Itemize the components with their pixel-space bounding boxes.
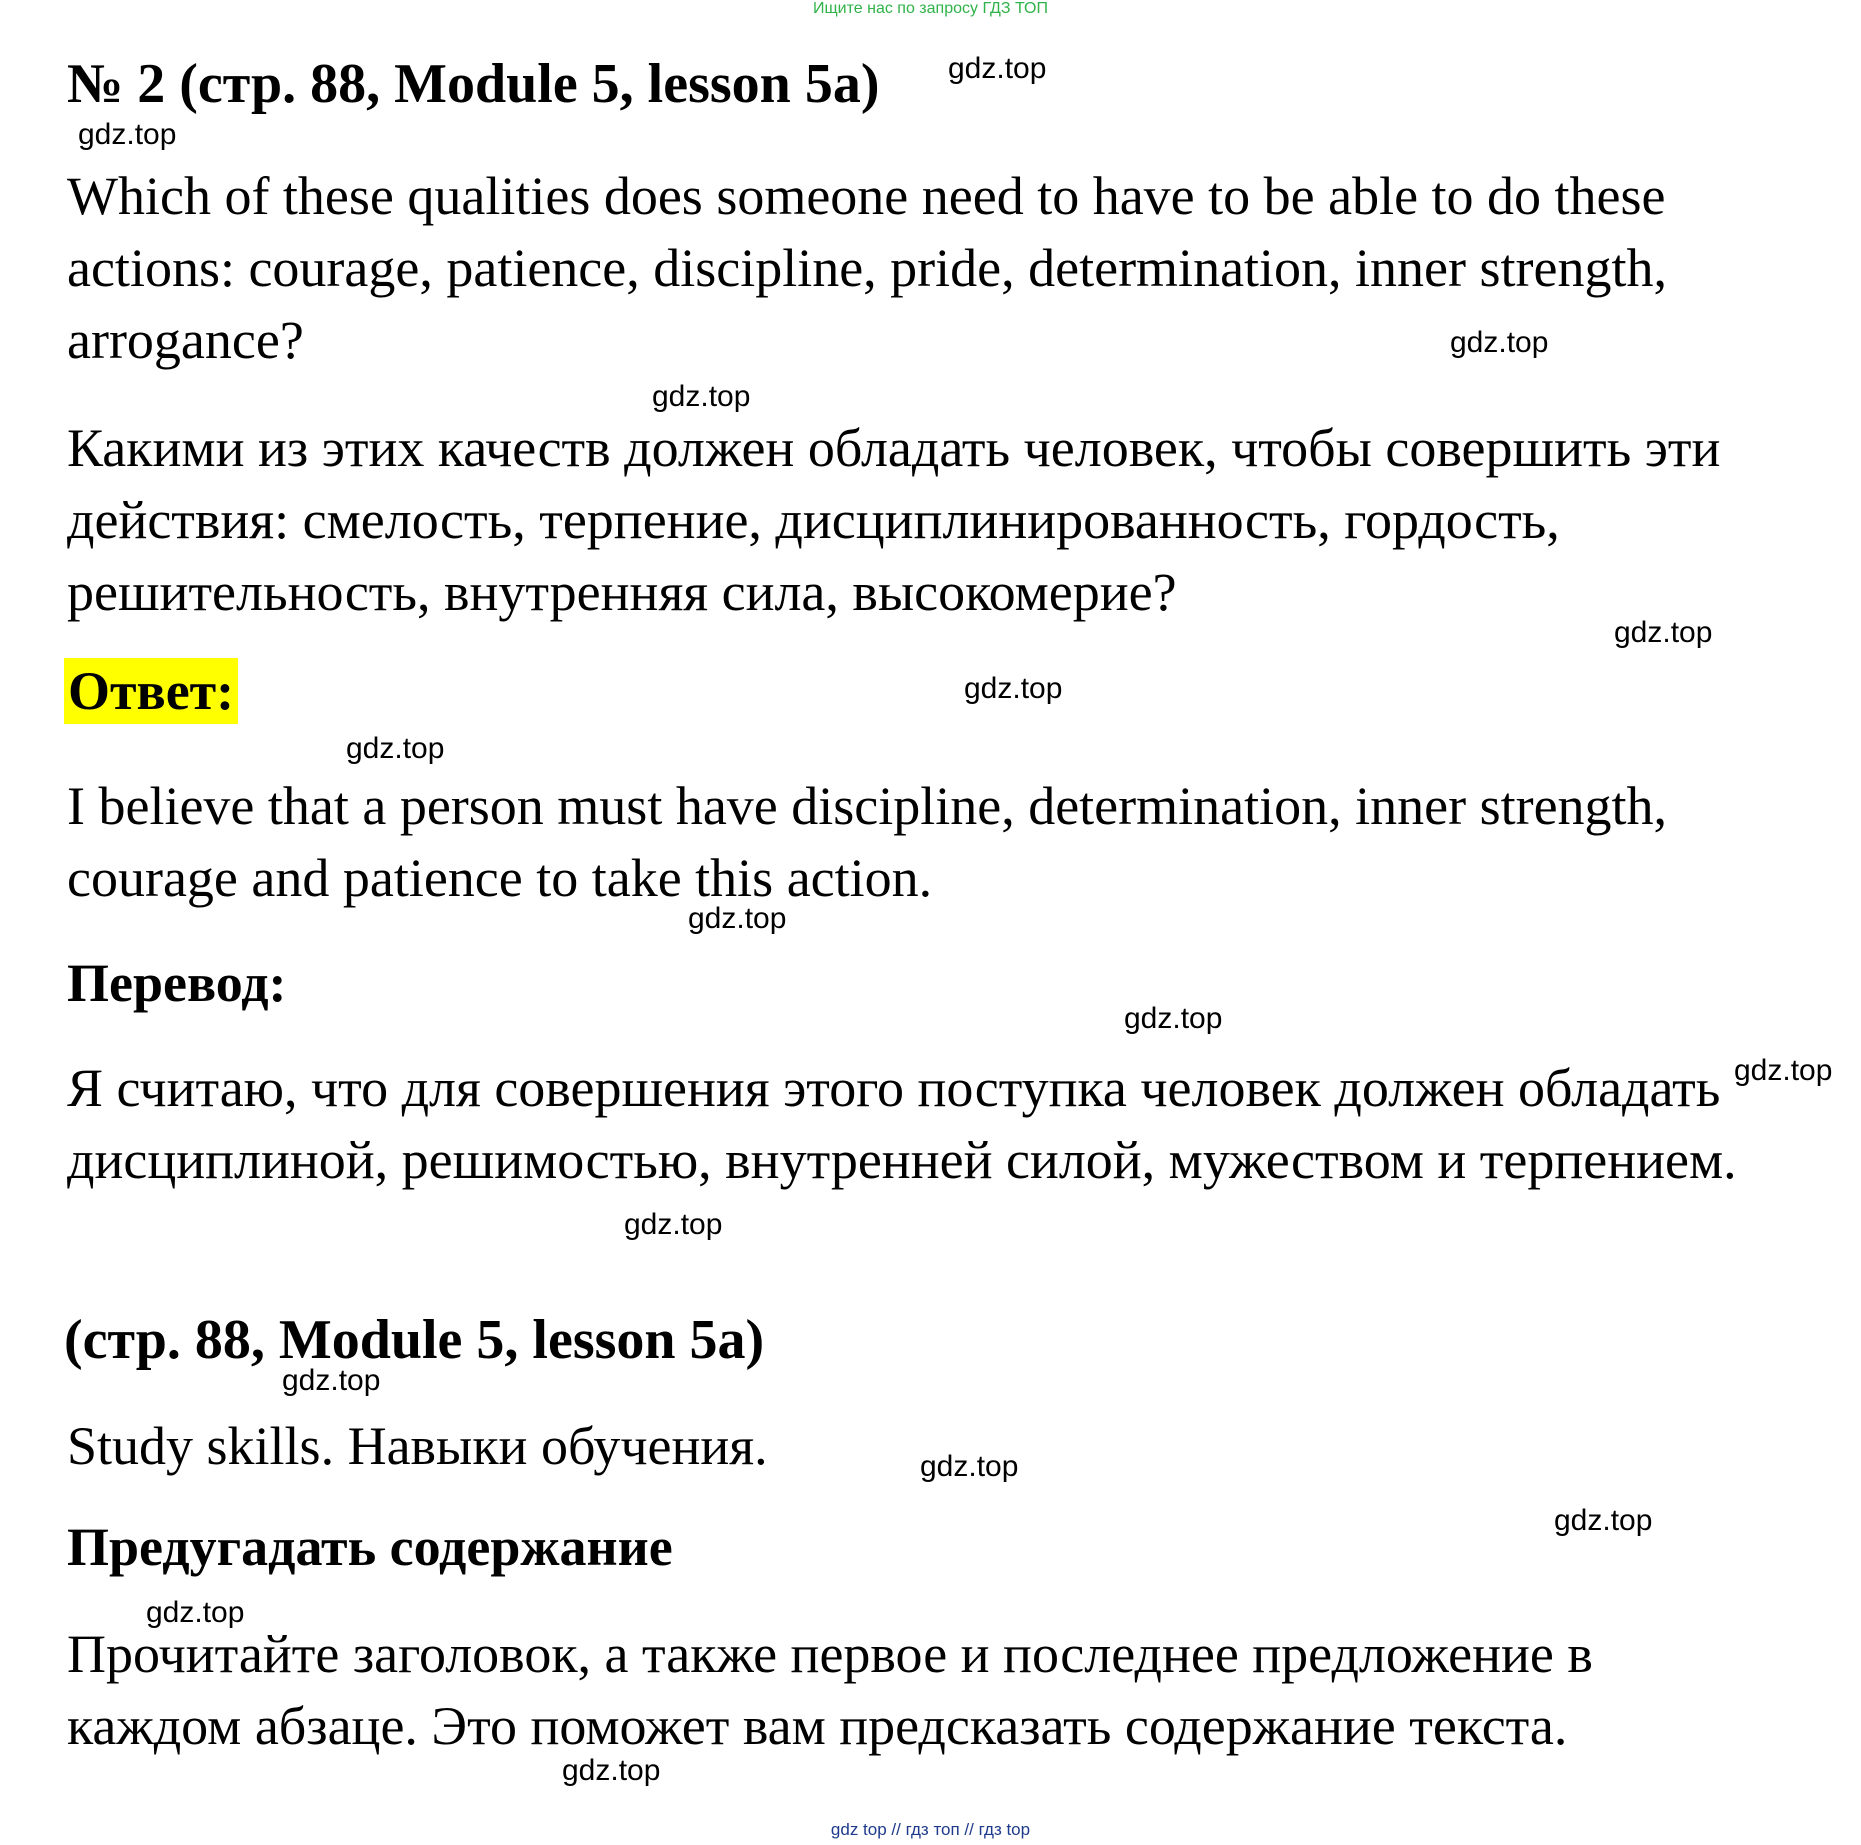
watermark: gdz.top [920,1450,1019,1483]
answer-label: Ответ: [64,658,238,724]
watermark: gdz.top [688,902,787,935]
watermark: gdz.top [948,52,1047,85]
watermark: gdz.top [1614,616,1713,649]
watermark: gdz.top [146,1596,245,1629]
predict-text: Прочитайте заголовок, а также первое и последнее предложение в каждом абзаце. Это поможет вам предсказать содержание текста. [67,1624,1593,1756]
question-en: Which of these qualities does someone need to have to be able to do these actions: courage, patience, discipline, pride, determination, inner strength, arrogance? [67,166,1667,370]
section-title: (стр. 88, Module 5, lesson 5a) [64,1309,765,1371]
task-title: № 2 (стр. 88, Module 5, lesson 5a) [67,53,880,115]
translation-ru: Я считаю, что для совершения этого поступка человек должен обладать дисциплиной, решимостью, внутренней силой, мужеством и терпением. [67,1058,1737,1190]
watermark: gdz.top [1554,1504,1653,1537]
section-subtitle: Study skills. Навыки обучения. [67,1416,768,1476]
watermark: gdz.top [964,672,1063,705]
watermark: gdz.top [562,1754,661,1787]
footer-links: gdz top // гдз топ // гдз top [830,1820,1031,1839]
watermark: gdz.top [346,732,445,765]
top-banner: Ищите нас по запросу ГДЗ ТОП [813,0,1048,17]
watermark: gdz.top [282,1364,381,1397]
watermark: gdz.top [1124,1002,1223,1035]
translation-label: Перевод: [67,953,287,1013]
question-ru: Какими из этих качеств должен обладать человек, чтобы совершить эти действия: смелость, терпение, дисциплинированность, гордость, решительность, внутренняя сила, высокомерие? [67,418,1721,622]
watermark: gdz.top [78,118,177,151]
watermark: gdz.top [652,380,751,413]
predict-title: Предугадать содержание [67,1517,673,1577]
watermark: gdz.top [624,1208,723,1241]
watermark: gdz.top [1734,1054,1833,1087]
answer-en: I believe that a person must have discipline, determination, inner strength, courage and patience to take this action. [67,776,1668,908]
watermark: gdz.top [1450,326,1549,359]
